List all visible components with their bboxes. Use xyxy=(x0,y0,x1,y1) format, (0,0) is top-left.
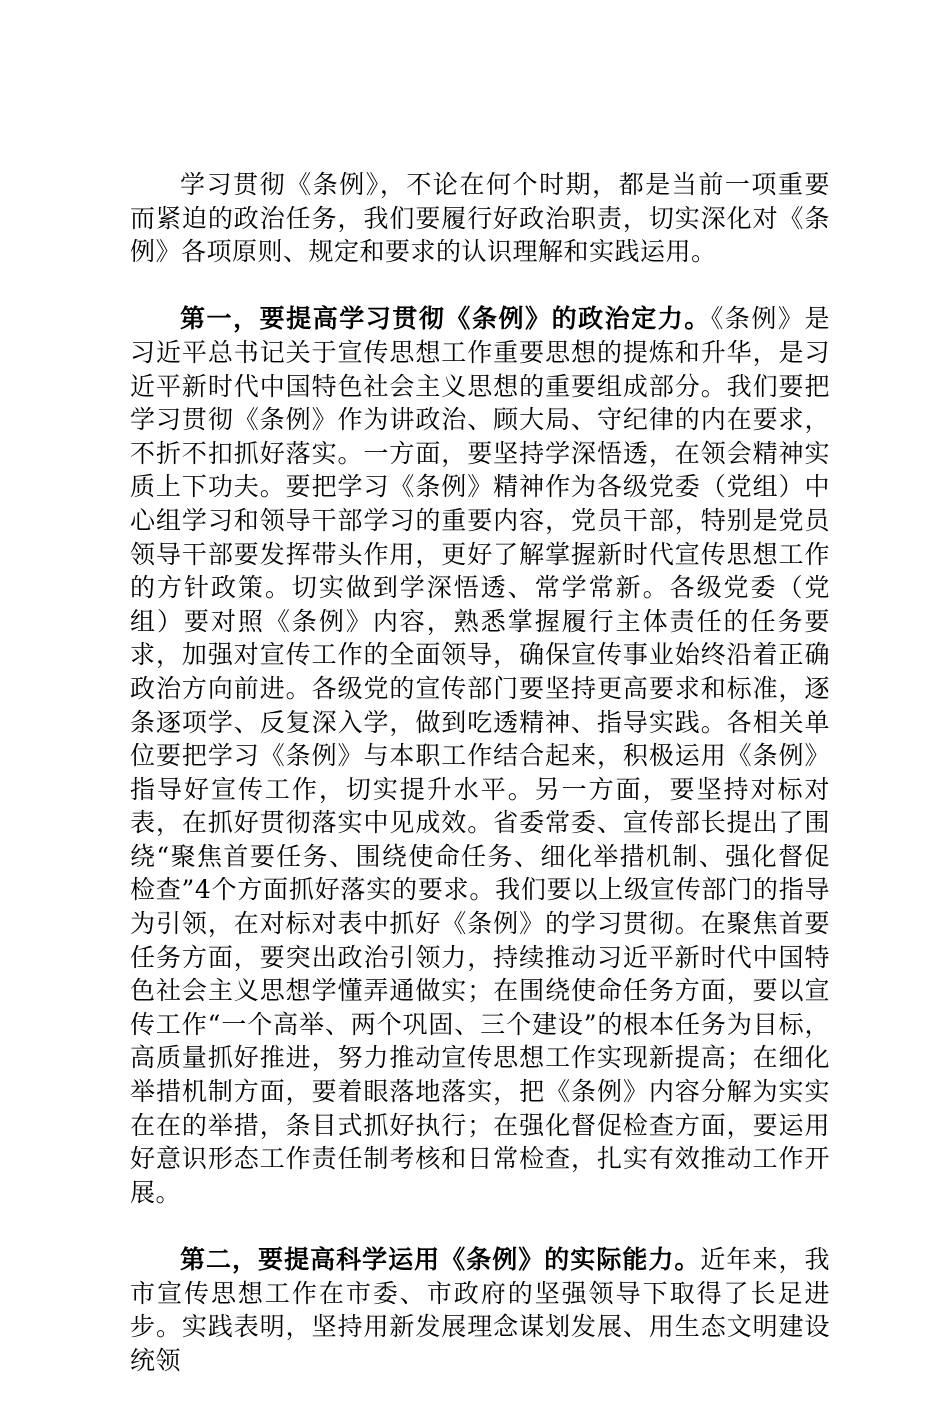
paragraph-text: 学习贯彻《条例》，不论在何个时期，都是当前一项重要而紧迫的政治任务，我们要履行好政治职责，切实深化对《条例》各项原则、规定和要求的认识理解和实践运用。 xyxy=(130,170,830,267)
paragraph-lead: 第二，要提高科学运用《条例》的实际能力。 xyxy=(180,1245,701,1274)
paragraph-text: 《条例》是习近平总书记关于宣传思想工作重要思想的提炼和升华，是习近平新时代中国特色社会主义思想的重要组成部分。我们要把学习贯彻《条例》作为讲政治、顾大局、守纪律的内在要求，不折不扣抓好落实。一方面，要坚持学深悟透，在领会精神实质上下功夫。要把学习《条例》精神作为各级党委（党组）中心组学习和领导干部学习的重要内容，党员干部，特别是党员领导干部要发挥带头作用，更好了解掌握新时代宣传思想工作的方针政策。切实做到学深悟透、常学常新。各级党委（党组）要对照《条例》内容，熟悉掌握履行主体责任的任务要求，加强对宣传工作的全面领导，确保宣传事业始终沿着正确政治方向前进。各级党的宣传部门要坚持更高要求和标准，逐条逐项学、反复深入学，做到吃透精神、指导实践。各相关单位要把学习《条例》与本职工作结合起来，积极运用《条例》指导好宣传工作，切实提升水平。另一方面，要坚持对标对表，在抓好贯彻落实中见成效。省委常委、宣传部长提出了围绕“聚焦首要任务、围绕使命任务、细化举措机制、强化督促检查”4个方面抓好落实的要求。我们要以上级宣传部门的指导为引领，在对标对表中抓好《条例》的学习贯彻。在聚焦首要任务方面，要突出政治引领力，持续推动习近平新时代中国特色社会主义思想学懂弄通做实；在围绕使命任务方面，要以宣传工作“一个高举、两个巩固、三个建设”的根本任务为目标，高质量抓好推进，努力推动宣传思想工作实现新提高；在细化举措机制方面，要着眼落地落实，把《条例》内容分解为实实在在的举措，条目式抓好执行；在强化督促检查方面，要运用好意识形态工作责任制考核和日常检查，扎实有效推动工作开展。 xyxy=(130,304,830,1207)
document-body xyxy=(130,168,830,1411)
paragraph-intro xyxy=(130,168,830,269)
paragraph-first-point xyxy=(130,302,830,1209)
paragraph-text: 近年来，我市宣传思想工作在市委、市政府的坚强领导下取得了长足进步。实践表明，坚持用新发展理念谋划发展、用生态文明建设统领 xyxy=(130,1245,830,1375)
paragraph-second-point xyxy=(130,1243,830,1377)
paragraph-lead: 第一，要提高学习贯彻《条例》的政治定力。 xyxy=(180,304,711,334)
